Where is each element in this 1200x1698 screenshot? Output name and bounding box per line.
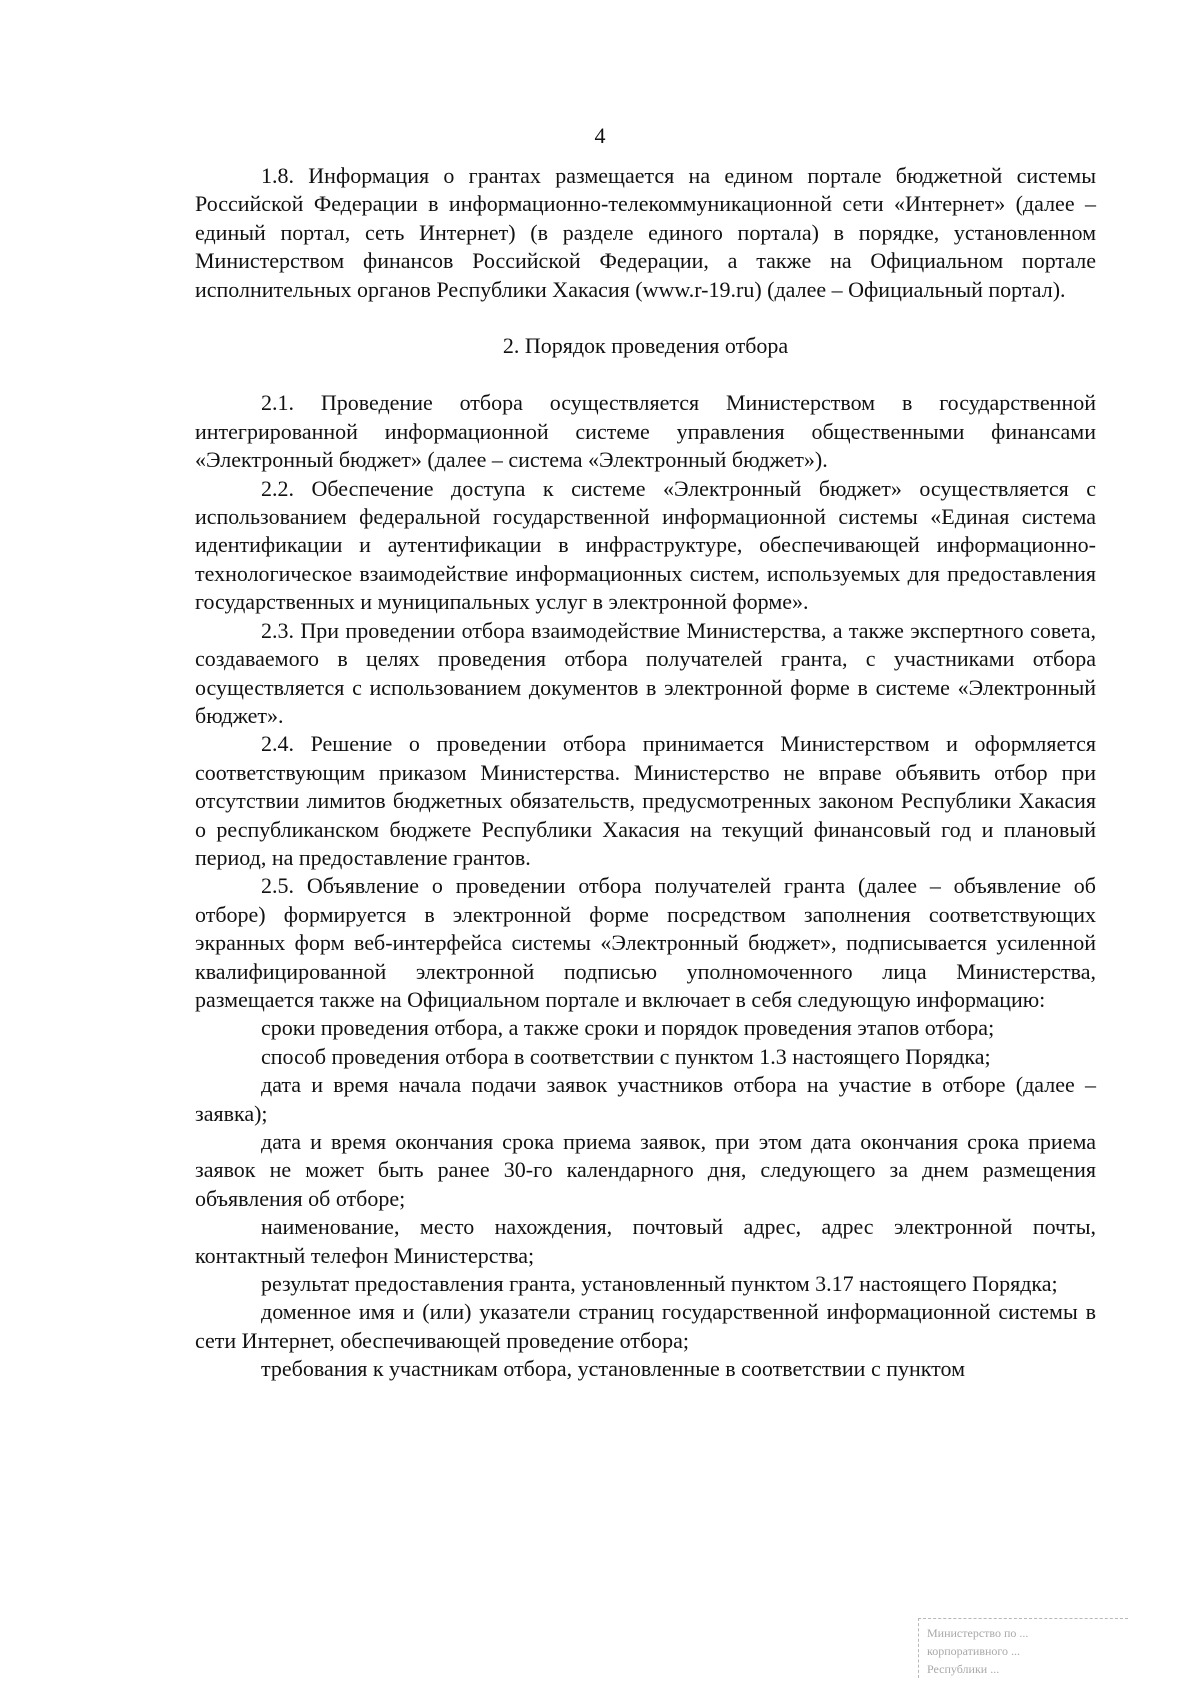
stamp-line: Министерство по ... [927, 1626, 1029, 1640]
list-item-deadlines: сроки проведения отбора, а также сроки и порядок проведения этапов отбора; [261, 1015, 995, 1041]
document-body [195, 162, 1096, 1384]
list-item-requirements: требования к участникам отбора, установленные в соответствии с пунктом [261, 1356, 965, 1382]
list-item-end-date: дата и время окончания срока приема заявок, при этом дата окончания срока приема заявок не может быть ранее 30-го календарного дня, следующего за днем размещения объявления об отборе; [195, 1129, 1096, 1211]
section-heading: 2. Порядок проведения отбора [502, 333, 789, 359]
list-item-domain: доменное имя и (или) указатели страниц государственной информационной системы в сети Интернет, обеспечивающей проведение отбора; [195, 1299, 1096, 1353]
stamp-line: корпоративного ... [927, 1644, 1021, 1658]
registration-stamp [918, 1618, 1128, 1678]
paragraph-2-5: 2.5. Объявление о проведении отбора получателей гранта (далее – объявление об отборе) формируется в электронной форме посредством заполнения соответствующих экранных форм веб-интерфейса системы «Электронный бюджет», подписывается усиленной квалифицированной электронной подписью уполномоченного лица Министерства, размещается также на Официальном портале и включает в себя следующую информацию: [195, 873, 1096, 1012]
list-item-start-date: дата и время начала подачи заявок участников отбора на участие в отборе (далее – заявка); [195, 1072, 1096, 1126]
paragraph-1-8: 1.8. Информация о грантах размещается на едином портале бюджетной системы Российской Федерации в информационно-телекоммуникационной сети «Интернет» (далее – единый портал, сеть Интернет) (в разделе единого портала) в порядке, установленном Министерством финансов Российской Федерации, а также на Официальном портале исполнительных органов Республики Хакасия (www.r-19.ru) (далее – Официальный портал). [195, 163, 1096, 302]
page-number: 4 [594, 123, 606, 148]
paragraph-2-4: 2.4. Решение о проведении отбора принимается Министерством и оформляется соответствующим приказом Министерства. Министерство не вправе объявить отбор при отсутствии лимитов бюджетных обязательств, предусмотренных законом Республики Хакасия о республиканском бюджете Республики Хакасия на текущий финансовый год и плановый период, на предоставление грантов. [195, 731, 1096, 870]
list-item-method: способ проведения отбора в соответствии с пунктом 1.3 настоящего Порядка; [261, 1043, 991, 1069]
paragraph-2-3: 2.3. При проведении отбора взаимодействие Министерства, а также экспертного совета, создаваемого в целях проведения отбора получателей гранта, с участниками отбора осуществляется с использованием документов в электронной форме в системе «Электронный бюджет». [195, 617, 1096, 728]
list-item-contacts: наименование, место нахождения, почтовый адрес, адрес электронной почты, контактный телефон Министерства; [195, 1214, 1096, 1268]
paragraph-2-2: 2.2. Обеспечение доступа к системе «Электронный бюджет» осуществляется с использованием федеральной государственной информационной системы «Единая система идентификации и аутентификации в инфраструктуре, обеспечивающей информационно-технологическое взаимодействие информационных систем, используемых для предоставления государственных и муниципальных услуг в электронной форме». [195, 475, 1096, 615]
list-item-result: результат предоставления гранта, установленный пунктом 3.17 настоящего Порядка; [261, 1271, 1058, 1297]
stamp-line: Республики ... [927, 1662, 1000, 1676]
paragraph-2-1: 2.1. Проведение отбора осуществляется Министерством в государственной интегрированной информационной системе управления общественными финансами «Электронный бюджет» (далее – система «Электронный бюджет»). [195, 390, 1096, 473]
